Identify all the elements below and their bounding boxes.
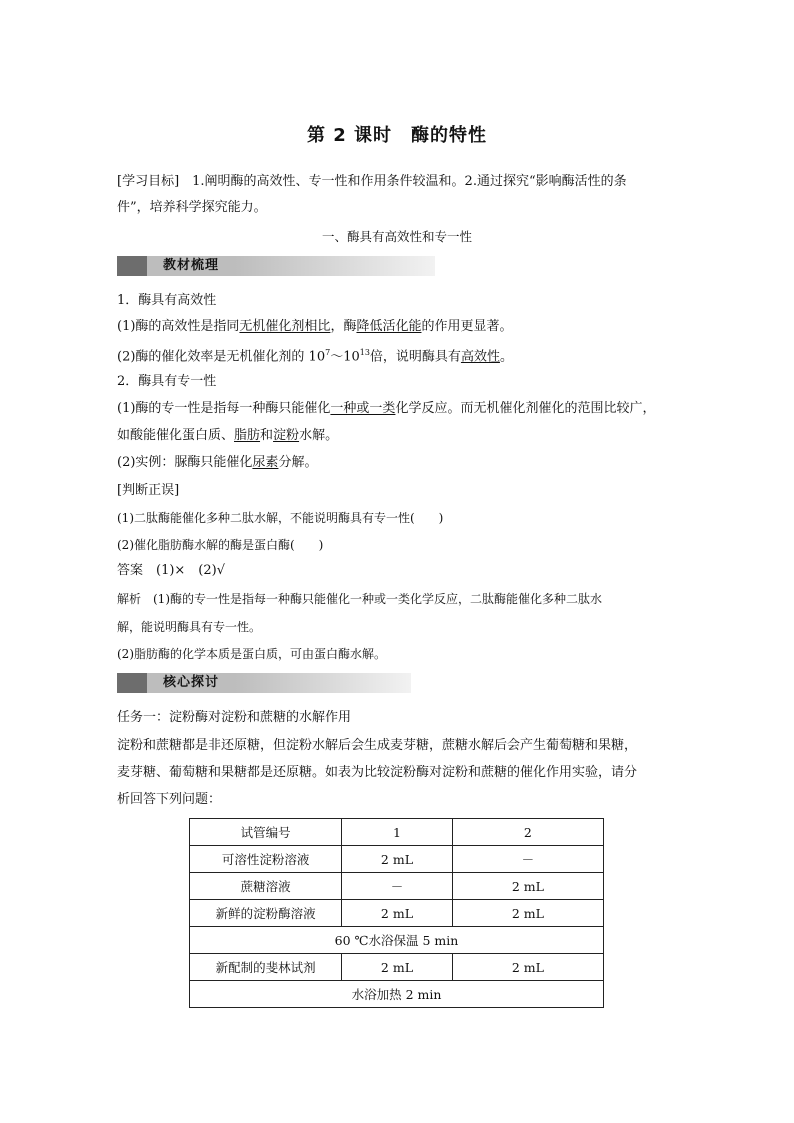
table-row [190, 981, 604, 1008]
specificity-p1 [117, 396, 687, 422]
task-line-2: 麦芽糖、葡萄糖和果糖都是还原糖。如表为比较淀粉酶对淀粉和蔗糖的催化作用实验，请分 [117, 765, 638, 780]
text-span: 倍，说明酶具有 [369, 349, 461, 365]
page-title: 第 2 课时 酶的特性 [306, 125, 488, 146]
judge-explanation-2: 解，能说明酶具有专一性。 [117, 620, 262, 634]
efficiency-p2 [117, 340, 687, 370]
underlined-answer: 降低活化能 [356, 319, 422, 334]
table-cell: 2 mL [342, 954, 453, 981]
text-span: 和 [260, 428, 274, 443]
experiment-table [189, 818, 604, 1008]
text-span: (1)酶的专一性是指每一种酶只能催化 [117, 401, 331, 416]
text-span: 分解。 [278, 455, 318, 470]
superscript: 13 [359, 348, 370, 357]
table-row [190, 927, 604, 954]
judge-question-1: (1)二肽酶能催化多种二肽水解，不能说明酶具有专一性( ) [117, 511, 444, 525]
bar-gradient [235, 673, 411, 693]
bar-label: 教材梳理 [147, 256, 235, 276]
task-heading: 任务一：淀粉酶对淀粉和蔗糖的水解作用 [117, 710, 352, 725]
learning-objectives-line1 [117, 169, 687, 195]
table-cell: 可溶性淀粉溶液 [190, 846, 342, 873]
table-cell: 2 mL [452, 900, 603, 927]
specificity-heading: 2．酶具有专一性 [117, 374, 217, 389]
table-cell: 2 mL [342, 900, 453, 927]
table-row [190, 846, 604, 873]
underlined-answer: 淀粉 [273, 428, 300, 443]
judge-explanation-3: (2)脂肪酶的化学本质是蛋白质，可由蛋白酶水解。 [117, 647, 386, 661]
judge-explanation-1: 解析 (1)酶的专一性是指每一种酶只能催化一种或一类化学反应，二肽酶能催化多种二肽水 [117, 592, 603, 606]
table-cell: 2 [452, 819, 603, 846]
underlined-answer: 一种或一类 [330, 401, 396, 416]
section-title: 一、酶具有高效性和专一性 [321, 229, 472, 244]
table-row [190, 954, 604, 981]
text-span: 如酸能催化蛋白质、 [117, 428, 235, 443]
table-cell-merged: 60 ℃水浴保温 5 min [190, 927, 604, 954]
table-cell: 2 mL [452, 873, 603, 900]
text-span: 水解。 [299, 428, 339, 443]
judge-question-2: (2)催化脂肪酶水解的酶是蛋白酶( ) [117, 538, 324, 552]
table-row [190, 819, 604, 846]
text-span: ，酶 [330, 319, 357, 334]
bar-gradient [235, 256, 435, 276]
judge-label: [判断正误] [117, 483, 180, 498]
text-span: 的作用更显著。 [421, 319, 513, 334]
task-line-1: 淀粉和蔗糖都是非还原糖，但淀粉水解后会生成麦芽糖，蔗糖水解后会产生葡萄糖和果糖， [117, 738, 638, 753]
table-cell: 新配制的斐林试剂 [190, 954, 342, 981]
text-span: 。 [499, 349, 513, 365]
table-cell: 试管编号 [190, 819, 342, 846]
table-cell: － [342, 873, 453, 900]
specificity-p2 [117, 450, 687, 476]
underlined-answer: 高效性 [460, 349, 500, 365]
table-row [190, 900, 604, 927]
table-cell: 2 mL [452, 954, 603, 981]
efficiency-p1 [117, 314, 687, 340]
underlined-answer: 脂肪 [234, 428, 261, 443]
text-span: (2)实例：脲酶只能催化 [117, 455, 253, 470]
task-line-3: 析回答下列问题： [117, 792, 222, 807]
superscript: 7 [325, 348, 331, 357]
table-cell: 1 [342, 819, 453, 846]
table-cell-merged: 水浴加热 2 min [190, 981, 604, 1008]
objectives-label: [学习目标] [117, 174, 180, 189]
text-span: ～10 [330, 349, 360, 365]
text-span: (2)酶的催化效率是无机催化剂的 10 [117, 349, 326, 365]
table-cell: 2 mL [342, 846, 453, 873]
text-span: 化学反应。而无机催化剂催化的范围比较广， [395, 401, 656, 416]
bar-dark-block [117, 256, 147, 276]
table-cell: 蔗糖溶液 [190, 873, 342, 900]
specificity-p1b [117, 423, 687, 449]
objectives-text-1: 1.阐明酶的高效性、专一性和作用条件较温和。2.通过探究“影响酶活性的条 [179, 174, 627, 189]
underlined-answer: 尿素 [252, 455, 279, 470]
bar-dark-block [117, 673, 147, 693]
efficiency-heading: 1．酶具有高效性 [117, 293, 217, 308]
learning-objectives-line2: 件”，培养科学探究能力。 [117, 200, 267, 215]
table-cell: － [452, 846, 603, 873]
table-row [190, 873, 604, 900]
bar-label: 核心探讨 [147, 673, 235, 693]
text-span: (1)酶的高效性是指同 [117, 319, 240, 334]
underlined-answer: 无机催化剂相比 [239, 319, 331, 334]
table-cell: 新鲜的淀粉酶溶液 [190, 900, 342, 927]
judge-answer: 答案 (1)× (2)√ [117, 563, 226, 578]
